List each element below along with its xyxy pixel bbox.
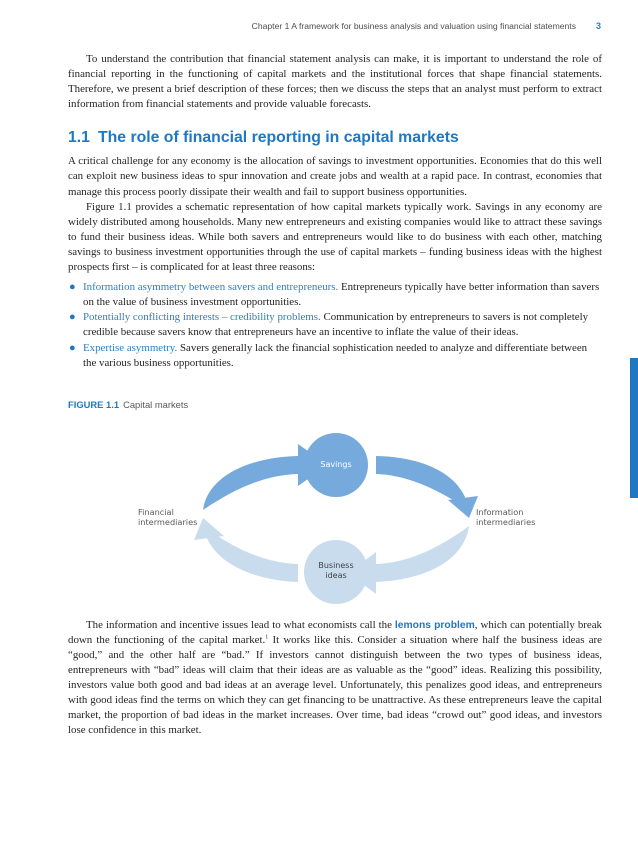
closing-text-before: The information and incentive issues lead to what economists call the — [86, 618, 395, 631]
right-label-line-1: Information — [476, 506, 524, 517]
lower-right-arc-arrow — [348, 526, 469, 594]
left-label-line-2: intermediaries — [138, 517, 198, 528]
closing-text-after: It works like this. Consider a situation where half the business ideas are “good,” and the other half are “bad.” If investors cannot distinguish between the two types of business ideas, entrepreneurs with “bad” ideas will claim that their ideas are as valuable as the “good” ideas. Realizing this possibility, investors value both good and bad ideas at an average level. Unfortunately, this penalizes good ideas, and entrepreneurs with good ideas find the terms on which they can get financing to be unattractive. As these entrepreneurs leave the capital market, the proportion of bad ideas in the market increases. Over time, bad ideas “crowd out” good ideas, and investors lose confidence in this market. — [68, 633, 602, 737]
capital-markets-diagram — [68, 422, 602, 618]
bullet-term: Information asymmetry between savers and entrepreneurs. — [83, 281, 339, 294]
closing-text-mid: , which can potentially break down the functioning of the capital market. — [68, 618, 603, 646]
lemons-problem-term: lemons problem — [394, 619, 475, 631]
chapter-title: Chapter 1 A framework for business analysis and valuation using financial statements — [251, 21, 576, 31]
bullet-term: Expertise asymmetry. — [83, 341, 178, 354]
closing-paragraph — [68, 618, 602, 739]
business-ideas-label — [304, 561, 368, 582]
information-intermediaries-label — [476, 507, 535, 528]
section-title: The role of financial reporting in capital markets — [97, 129, 459, 147]
bullet-icon: ● — [69, 281, 76, 294]
list-item — [68, 341, 602, 371]
right-label-line-2: intermediaries — [476, 517, 536, 528]
footnote-marker: 1 — [265, 634, 269, 641]
page-number: 3 — [595, 21, 601, 31]
reasons-list — [68, 280, 602, 371]
figure-caption — [68, 399, 602, 410]
figure-label: FIGURE 1.1 — [68, 398, 120, 410]
page-content — [68, 52, 602, 738]
business-ideas-line-2: ideas — [325, 571, 347, 581]
business-ideas-line-1: Business — [318, 560, 354, 570]
section-paragraph-2: Figure 1.1 provides a schematic representation of how capital markets typically work. Savings in any economy are widely distributed among households. Many new entrepreneurs and existing companies would like to attract these savings to fund their business ideas. While both savers and entrepreneurs would like to do business with each other, matching savings to business investment opportunities through the use of capital markets – funding business ideas with the highest prospects first – is complicated for at least three reasons: — [68, 200, 602, 274]
section-paragraph-1: A critical challenge for any economy is the allocation of savings to investment opportunities. Economies that do this well can exploit new business ideas to spur innovation and create jobs and wealth at a rapid pace. In contrast, economies that manage this process poorly dissipate their wealth and fail to support business opportunities. — [68, 155, 602, 198]
intro-paragraph: To understand the contribution that financial statement analysis can make, it is important to understand the role of financial reporting in the functioning of capital markets and the institutional forces that shape financial statements. Therefore, we present a brief description of these forces; then we discuss the steps that an analyst must perform to extract information from financial statements and provide valuable forecasts. — [68, 53, 602, 111]
section-heading — [68, 129, 602, 147]
list-item — [68, 310, 602, 340]
financial-intermediaries-label — [138, 507, 197, 528]
savings-label: Savings — [320, 459, 352, 469]
bullet-icon: ● — [69, 311, 76, 324]
figure-caption-text: Capital markets — [123, 398, 189, 410]
bullet-text: Entrepreneurs typically have better information than savers on the value of business investment opportunities. — [83, 281, 600, 309]
bullet-icon: ● — [69, 341, 76, 354]
bullet-text: Communication by entrepreneurs to savers is not completely credible because savers know that entrepreneurs have an incentive to inflate the value of their ideas. — [83, 311, 589, 339]
list-item — [68, 280, 602, 310]
chapter-edge-tab — [630, 358, 638, 498]
running-header — [0, 21, 638, 35]
lower-left-arrowhead — [194, 518, 224, 540]
left-label-line-1: Financial — [138, 506, 174, 517]
section-number: 1.1 — [68, 129, 90, 147]
bullet-term: Potentially conflicting interests – credibility problems. — [83, 311, 321, 324]
bullet-text: Savers generally lack the financial sophistication needed to analyze and differentiate between the various business opportunities. — [83, 341, 588, 369]
